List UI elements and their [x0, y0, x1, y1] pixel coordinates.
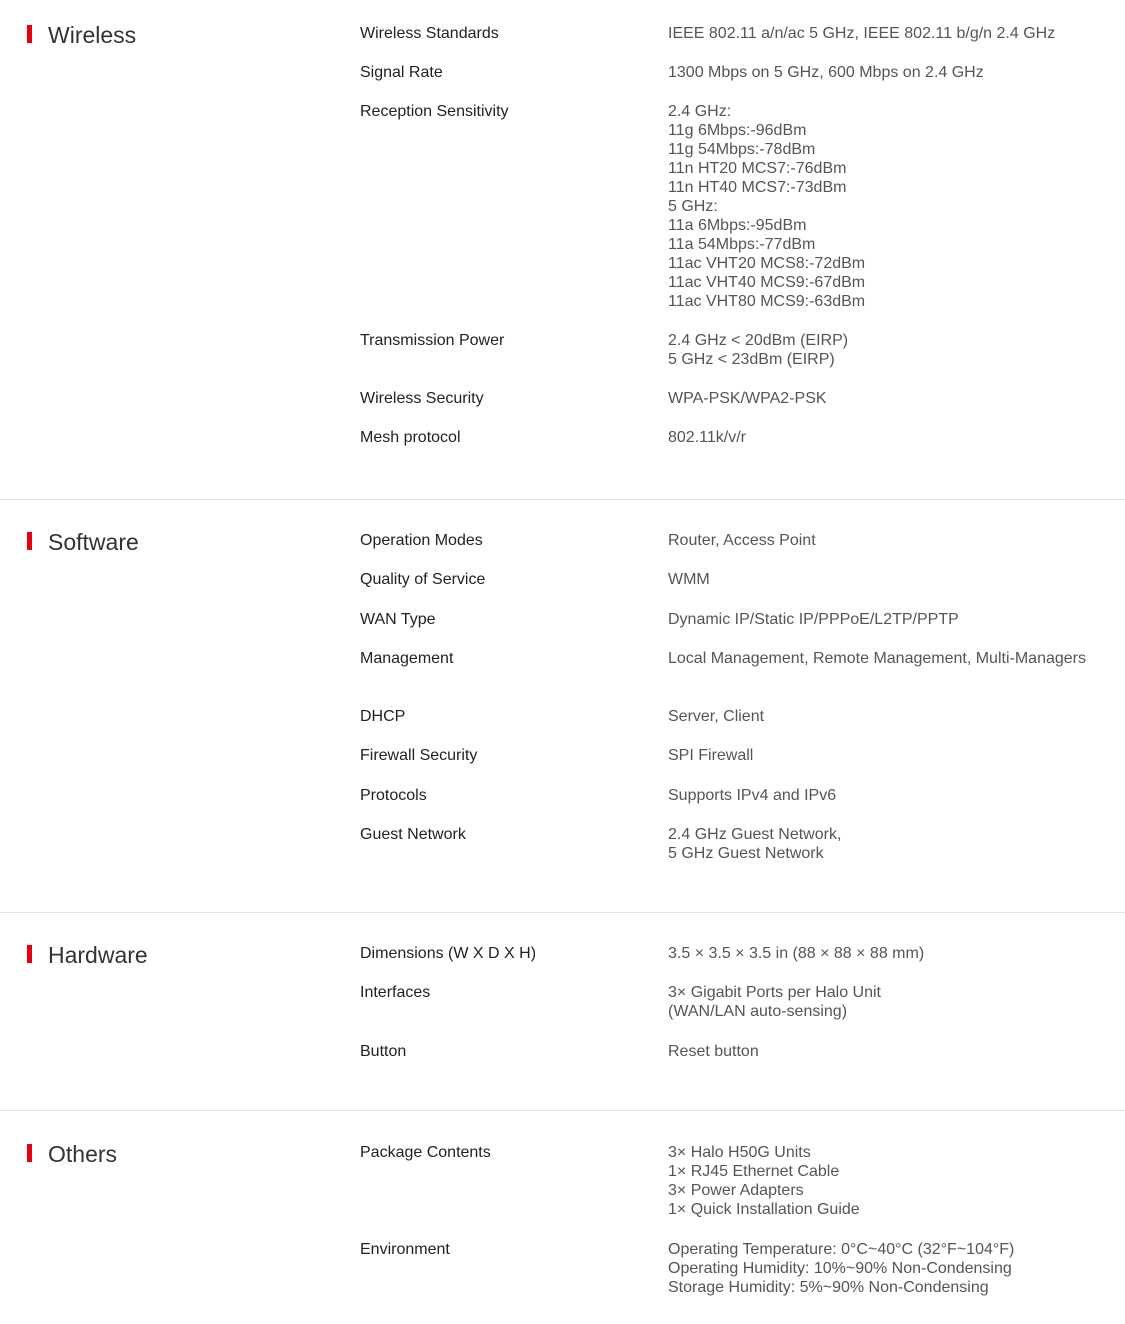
spec-rows — [360, 1143, 1125, 1297]
spec-label: DHCP — [360, 708, 406, 725]
spec-value-line: 3× Power Adapters — [668, 1182, 804, 1199]
spec-label: Signal Rate — [360, 64, 443, 81]
spec-label: Dimensions (W X D X H) — [360, 945, 537, 962]
spec-value-line: 5 GHz < 23dBm (EIRP) — [668, 351, 835, 368]
spec-value-line: 2.4 GHz < 20dBm (EIRP) — [668, 332, 849, 349]
spec-value-line: WMM — [668, 571, 710, 588]
spec-value — [668, 331, 1125, 369]
spec-value-line: 11ac VHT20 MCS8:-72dBm — [668, 255, 866, 272]
spec-row-environment — [360, 1240, 1125, 1297]
spec-value-line: 5 GHz Guest Network — [668, 845, 824, 862]
spec-value-line: Reset button — [668, 1043, 759, 1060]
spec-value — [668, 825, 1125, 863]
section-title: Software — [27, 528, 139, 556]
spec-value-line: 11g 54Mbps:-78dBm — [668, 141, 816, 158]
spec-label: WAN Type — [360, 611, 436, 628]
section-wireless — [0, 0, 1125, 500]
spec-row-interfaces — [360, 983, 1125, 1021]
spec-label: Firewall Security — [360, 747, 478, 764]
spec-value-line: 802.11k/v/r — [668, 429, 746, 446]
spec-label: Guest Network — [360, 826, 466, 843]
spec-value-line: Supports IPv4 and IPv6 — [668, 787, 837, 804]
spec-value-line: Server, Client — [668, 708, 765, 725]
spec-row-signal-rate — [360, 63, 1125, 82]
spec-value — [668, 63, 1125, 82]
spec-value-line: Operating Temperature: 0°C~40°C (32°F~104°F) — [668, 1241, 1015, 1258]
spec-value — [668, 389, 1125, 408]
spec-label: Wireless Standards — [360, 25, 499, 42]
spec-label: Interfaces — [360, 984, 431, 1001]
section-hardware — [0, 913, 1125, 1111]
spec-row-wireless-security — [360, 389, 1125, 408]
spec-row-management — [360, 649, 1125, 668]
spec-value — [668, 1042, 1125, 1061]
spec-label: Management — [360, 650, 454, 667]
spec-label: Operation Modes — [360, 532, 483, 549]
spec-value-line: Operating Humidity: 10%~90% Non-Condensing — [668, 1260, 1012, 1277]
spec-value-line: 1× Quick Installation Guide — [668, 1201, 860, 1218]
spec-value-line: 11n HT40 MCS7:-73dBm — [668, 179, 847, 196]
spec-value-line: 2.4 GHz: — [668, 103, 732, 120]
spec-label: Transmission Power — [360, 332, 505, 349]
spec-value-line: 11ac VHT40 MCS9:-67dBm — [668, 274, 866, 291]
spec-row-wireless-standards — [360, 24, 1125, 43]
spec-row-firewall-security — [360, 746, 1125, 765]
spec-row-operation-modes — [360, 531, 1125, 550]
spec-row-mesh-protocol — [360, 428, 1125, 447]
spec-value-line: 11a 54Mbps:-77dBm — [668, 236, 816, 253]
section-others — [0, 1111, 1125, 1323]
spec-value-line: 1× RJ45 Ethernet Cable — [668, 1163, 840, 1180]
spec-value — [668, 649, 1125, 668]
spec-row-protocols — [360, 786, 1125, 805]
spec-value-line: 11g 6Mbps:-96dBm — [668, 122, 807, 139]
spec-row-reception-sensitivity — [360, 102, 1125, 311]
spec-value — [668, 428, 1125, 447]
spec-label: Quality of Service — [360, 571, 486, 588]
spec-label: Reception Sensitivity — [360, 103, 509, 120]
spec-value-line: 3× Halo H50G Units — [668, 1144, 811, 1161]
spec-value-line: SPI Firewall — [668, 747, 754, 764]
spec-value-line: (WAN/LAN auto-sensing) — [668, 1003, 848, 1020]
spec-label: Wireless Security — [360, 390, 484, 407]
spec-row-button — [360, 1042, 1125, 1061]
section-title: Hardware — [27, 941, 148, 969]
spec-label: Mesh protocol — [360, 429, 461, 446]
spec-row-dhcp — [360, 707, 1125, 726]
spec-value-line: 11a 6Mbps:-95dBm — [668, 217, 807, 234]
spec-value-line: 3× Gigabit Ports per Halo Unit — [668, 984, 881, 1001]
spec-value-line: IEEE 802.11 a/n/ac 5 GHz, IEEE 802.11 b/g/n 2.4 GHz — [668, 25, 1056, 42]
section-title: Others — [27, 1140, 117, 1168]
spec-value-line: 11ac VHT80 MCS9:-63dBm — [668, 293, 866, 310]
spec-value-line: Dynamic IP/Static IP/PPPoE/L2TP/PPTP — [668, 611, 959, 628]
spec-value — [668, 610, 1125, 629]
spec-rows — [360, 531, 1125, 863]
spec-value-line: 5 GHz: — [668, 198, 718, 215]
spec-value-line: Local Management, Remote Management, Multi-Managers — [668, 650, 1086, 667]
spec-value-line: 11n HT20 MCS7:-76dBm — [668, 160, 847, 177]
spec-label: Package Contents — [360, 1144, 491, 1161]
spec-value — [668, 707, 1125, 726]
spec-label: Environment — [360, 1241, 450, 1258]
section-title: Wireless — [27, 21, 136, 49]
spec-value — [668, 1240, 1125, 1297]
spec-value-line: Storage Humidity: 5%~90% Non-Condensing — [668, 1279, 989, 1296]
spec-value — [668, 1143, 1125, 1219]
spec-value-line: 1300 Mbps on 5 GHz, 600 Mbps on 2.4 GHz — [668, 64, 984, 81]
spec-row-package-contents — [360, 1143, 1125, 1219]
spec-value — [668, 746, 1125, 765]
spec-value — [668, 24, 1125, 43]
spec-value — [668, 102, 1125, 311]
spec-value-line: WPA-PSK/WPA2-PSK — [668, 390, 827, 407]
spec-value-line: 3.5 × 3.5 × 3.5 in (88 × 88 × 88 mm) — [668, 945, 925, 962]
spec-row-guest-network — [360, 825, 1125, 863]
spec-row-transmission-power — [360, 331, 1125, 369]
spec-row-dimensions — [360, 944, 1125, 963]
spec-label: Protocols — [360, 787, 427, 804]
spec-value — [668, 944, 1125, 963]
spec-row-quality-of-service — [360, 570, 1125, 589]
spec-value-line: 2.4 GHz Guest Network, — [668, 826, 842, 843]
spec-label: Button — [360, 1043, 407, 1060]
spec-rows — [360, 24, 1125, 447]
spec-row-wan-type — [360, 610, 1125, 629]
spec-value — [668, 786, 1125, 805]
section-software — [0, 500, 1125, 913]
spec-value — [668, 531, 1125, 550]
spec-value-line: Router, Access Point — [668, 532, 816, 549]
spec-value — [668, 983, 1125, 1021]
spec-value — [668, 570, 1125, 589]
spec-rows — [360, 944, 1125, 1061]
